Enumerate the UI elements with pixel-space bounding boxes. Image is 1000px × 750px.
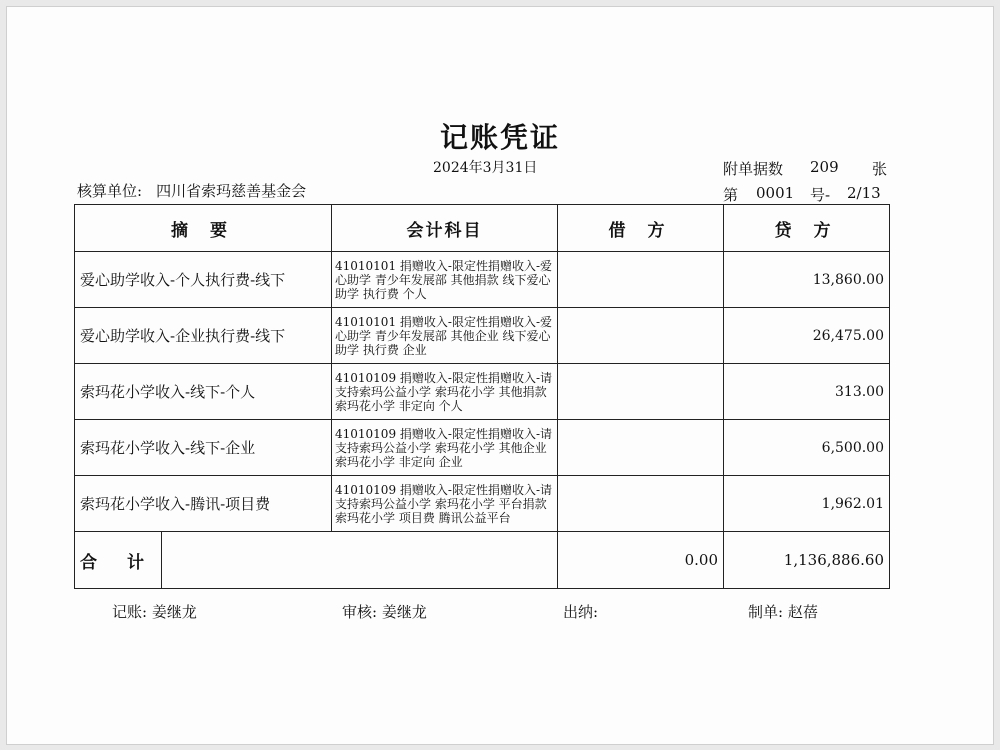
cashier-signature: 出纳:	[563, 603, 599, 621]
number-prefix: 第	[723, 186, 739, 204]
bookkeeper-signature: 记账: 姜继龙	[112, 603, 197, 621]
row-account: 41010109 捐赠收入-限定性捐赠收入-请支持索玛公益小学 索玛花小学 平台捐款 索玛花小学 项目费 腾讯公益平台	[332, 476, 558, 532]
row-debit	[558, 252, 724, 308]
table-row	[75, 308, 890, 364]
row-account: 41010109 捐赠收入-限定性捐赠收入-请支持索玛公益小学 索玛花小学 其他企业 索玛花小学 非定向 企业	[332, 420, 558, 476]
row-debit	[558, 476, 724, 532]
voucher-table	[74, 204, 890, 589]
total-debit: 0.00	[558, 532, 724, 589]
row-credit: 13,860.00	[724, 252, 890, 308]
row-credit: 26,475.00	[724, 308, 890, 364]
header-summary: 摘 要	[75, 205, 332, 252]
attachments-unit: 张	[872, 160, 888, 178]
row-account: 41010109 捐赠收入-限定性捐赠收入-请支持索玛公益小学 索玛花小学 其他捐款 索玛花小学 非定向 个人	[332, 364, 558, 420]
unit-label: 核算单位:	[77, 182, 143, 200]
table-row	[75, 420, 890, 476]
voucher-title: 记账凭证	[439, 121, 560, 154]
row-summary: 索玛花小学收入-线下-企业	[75, 420, 332, 476]
table-row	[75, 476, 890, 532]
row-summary: 索玛花小学收入-腾讯-项目费	[75, 476, 332, 532]
total-credit: 1,136,886.60	[724, 532, 890, 589]
row-debit	[558, 364, 724, 420]
voucher-date: 2024年3月31日	[433, 160, 538, 176]
attachments-count: 209	[810, 158, 839, 176]
table-row	[75, 252, 890, 308]
preparer-signature: 制单: 赵蓓	[748, 603, 818, 621]
unit-value: 四川省索玛慈善基金会	[156, 182, 307, 200]
row-summary: 索玛花小学收入-线下-个人	[75, 364, 332, 420]
reviewer-signature: 审核: 姜继龙	[342, 603, 427, 621]
row-summary: 爱心助学收入-企业执行费-线下	[75, 308, 332, 364]
total-label: 合 计	[75, 532, 162, 588]
row-account: 41010101 捐赠收入-限定性捐赠收入-爱心助学 青少年发展部 其他企业 线下爱心助学 执行费 企业	[332, 308, 558, 364]
row-credit: 313.00	[724, 364, 890, 420]
table-header-row	[75, 205, 890, 252]
accounting-unit	[77, 180, 306, 201]
row-summary: 爱心助学收入-个人执行费-线下	[75, 252, 332, 308]
row-credit: 1,962.01	[724, 476, 890, 532]
row-credit: 6,500.00	[724, 420, 890, 476]
row-debit	[558, 308, 724, 364]
attachments-label: 附单据数	[723, 160, 784, 178]
header-account: 会计科目	[332, 205, 558, 252]
header-debit: 借 方	[558, 205, 724, 252]
number-suffix: 号-	[810, 186, 831, 204]
number-value: 0001	[756, 184, 795, 202]
table-row	[75, 364, 890, 420]
total-row	[75, 532, 890, 589]
row-debit	[558, 420, 724, 476]
header-credit: 贷 方	[724, 205, 890, 252]
total-label-cell	[75, 532, 558, 589]
page-indicator: 2/13	[847, 184, 881, 202]
row-account: 41010101 捐赠收入-限定性捐赠收入-爱心助学 青少年发展部 其他捐款 线下爱心助学 执行费 个人	[332, 252, 558, 308]
